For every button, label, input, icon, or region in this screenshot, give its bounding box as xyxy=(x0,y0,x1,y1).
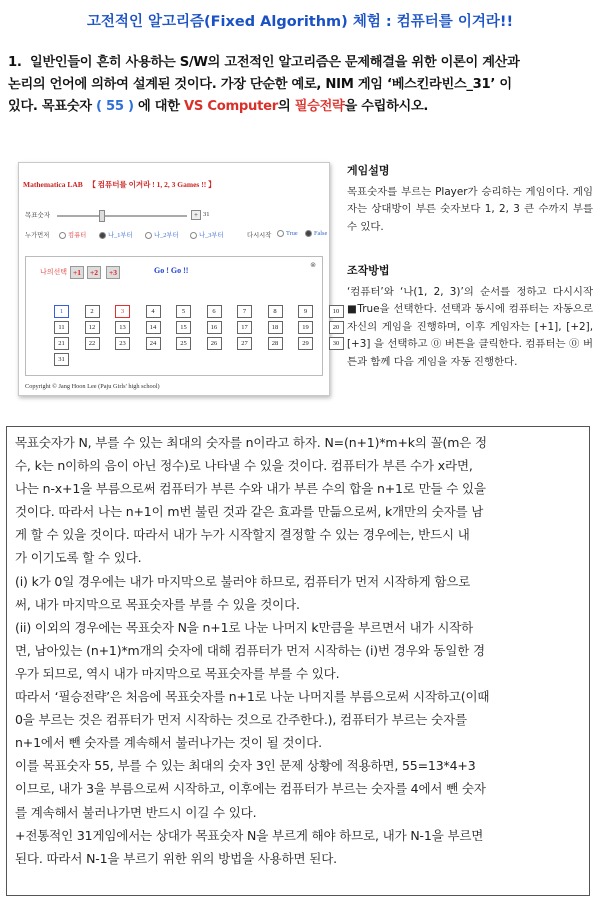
number-cell: 1 xyxy=(54,305,69,318)
slider-handle[interactable] xyxy=(99,210,105,222)
target-label: 목표숫자 xyxy=(25,212,51,219)
copyright: Copyright © Jang Hoon Lee (Paju Girls' high school) xyxy=(25,383,160,390)
target-slider[interactable] xyxy=(57,215,187,217)
explanation-line: +전통적인 31게임에서는 상대가 목표숫자 N을 부르게 해야 하므로, 내가 N-1을 부르면 xyxy=(15,827,484,843)
number-cell: 17 xyxy=(237,321,252,334)
radio-icon xyxy=(145,232,152,239)
number-cell: 18 xyxy=(268,321,283,334)
explanation-line: 가 이기도록 할 수 있다. xyxy=(15,550,142,566)
radio-icon xyxy=(305,230,312,237)
number-cell: 15 xyxy=(176,321,191,334)
number-cell: 19 xyxy=(298,321,313,334)
radio-icon xyxy=(190,232,197,239)
my-choice-label: 나의선택 xyxy=(40,268,68,276)
number-cell: 21 xyxy=(54,337,69,350)
question-text-3b: 에 대한 xyxy=(133,99,184,114)
radio-computer-label: 컴퓨터 xyxy=(68,232,87,239)
number-cell: 27 xyxy=(237,337,252,350)
explanation-line: 수, k는 n이하의 음이 아닌 정수)로 나타낼 수 있을 것이다. 컴퓨터가 부른 수가 x라면, xyxy=(15,458,473,474)
info-icon[interactable]: ⊗ xyxy=(310,261,316,269)
order-label: 누가먼저 xyxy=(25,232,50,239)
target-value: 31 xyxy=(203,211,210,218)
number-cell: 23 xyxy=(115,337,130,350)
explanation-line: 우가 되므로, 역시 내가 마지막으로 목표숫자를 부를 수 있다. xyxy=(15,665,340,681)
number-cell: 4 xyxy=(146,305,161,318)
radio-true-label: True xyxy=(286,230,298,237)
applet-subtitle: 【 컴퓨터를 이겨라 ! 1, 2, 3 Games !! 】 xyxy=(88,180,216,189)
explanation-line: n+1에서 뺀 숫자를 계속해서 불러나가는 것이 될 것이다. xyxy=(15,735,322,751)
target-slider-row xyxy=(25,210,325,220)
explanation-line: 나는 n-x+1을 부름으로써 컴퓨터가 부른 수와 내가 부른 수의 합을 n+1로 만들 수 있을 xyxy=(15,481,486,497)
explanation-line: 된다. 따라서 N-1을 부르기 위한 위의 방법을 사용하면 된다. xyxy=(15,850,337,866)
explanation-line: (ii) 이외의 경우에는 목표숫자 N을 n+1로 나눈 나머지 k만큼을 부르면서 내가 시작하 xyxy=(15,619,474,635)
game-applet xyxy=(18,162,340,396)
applet-header xyxy=(23,179,216,190)
game-board xyxy=(25,256,340,376)
radio-me3[interactable] xyxy=(190,230,224,239)
explanation-line: 따라서 ‘필승전략’은 처음에 목표숫자를 n+1로 나눈 나머지를 부름으로써 시작하고(이때 xyxy=(15,689,490,705)
number-cell: 29 xyxy=(298,337,313,350)
radio-computer[interactable] xyxy=(59,230,86,239)
explanation-line: 면, 남아있는 (n+1)*m개의 숫자에 대해 컴퓨터가 먼저 시작하는 (i)번 경우와 동일한 경 xyxy=(15,642,485,658)
radio-me1-label: 나_1부터 xyxy=(108,232,133,239)
radio-icon xyxy=(277,230,284,237)
radio-me3-label: 나_3부터 xyxy=(199,232,224,239)
target-number: ( 55 ) xyxy=(95,99,134,114)
go-button[interactable]: Go ! Go !! xyxy=(154,266,189,275)
question-line-1 xyxy=(8,52,592,74)
radio-icon xyxy=(99,232,106,239)
number-cell: 2 xyxy=(85,305,100,318)
radio-me2-label: 나_2부터 xyxy=(154,232,179,239)
number-cell: 31 xyxy=(54,353,69,366)
winning-strategy: 필승전략 xyxy=(294,99,345,114)
question-text-3c: 의 xyxy=(278,99,295,114)
page-title: 고전적인 알고리즘(Fixed Algorithm) 체험 : 컴퓨터를 이겨라!! xyxy=(86,14,514,30)
number-cell: 28 xyxy=(268,337,283,350)
how-title: 조작방법 xyxy=(347,264,390,277)
explanation-line: 이므로, 내가 3을 부름으로써 시작하고, 이후에는 컴퓨터가 부르는 숫자를 4에서 뺀 숫자 xyxy=(15,781,486,797)
question-text-3a: 있다. 목표숫자 xyxy=(8,99,96,114)
radio-me1[interactable] xyxy=(99,230,133,239)
number-cell: 7 xyxy=(237,305,252,318)
radio-true[interactable] xyxy=(277,230,298,237)
question-text-3d: 을 수립하시오. xyxy=(344,99,429,114)
radio-me2[interactable] xyxy=(145,230,179,239)
number-cell: 8 xyxy=(268,305,283,318)
number-cell: 20 xyxy=(329,321,344,334)
number-cell: 13 xyxy=(115,321,130,334)
explanation-line: 를 계속해서 불러나가면 반드시 이길 수 있다. xyxy=(15,804,257,820)
question-line-3 xyxy=(8,96,592,118)
applet-brand: Mathematica LAB xyxy=(23,180,83,189)
question xyxy=(8,52,592,118)
number-cell: 5 xyxy=(176,305,191,318)
number-cell: 9 xyxy=(298,305,313,318)
plus1-button[interactable]: +1 xyxy=(70,266,84,279)
vs-computer: VS Computer xyxy=(183,99,278,114)
restart-label: 다시시작 xyxy=(247,232,272,239)
number-cell: 10 xyxy=(329,305,344,318)
explanation-box xyxy=(6,426,590,896)
question-text-1: 일반인들이 흔히 사용하는 S/W의 고전적인 알고리즘은 문제해결을 위한 이론이 계산과 xyxy=(30,55,520,70)
radio-false-label: False xyxy=(314,230,328,237)
explanation-line: 것이다. 따라서 나는 n+1이 m번 불린 것과 같은 효과를 만듦으로써, k개만의 숫자를 남 xyxy=(15,504,484,520)
rules-title: 게임설명 xyxy=(347,164,390,177)
radio-false[interactable] xyxy=(305,230,327,237)
explanation-line: 0을 부르는 것은 컴퓨터가 먼저 시작하는 것으로 간주한다.), 컴퓨터가 부르는 숫자를 xyxy=(15,712,467,728)
radio-icon xyxy=(59,232,66,239)
rules-text: 목표숫자를 부르는 Player가 승리하는 게임이다. 게임자는 상대방이 부른 숫자보다 1, 2, 3 큰 수까지 부를 수 있다. xyxy=(347,185,593,233)
how-text: ‘컴퓨터’와 ‘나(1, 2, 3)’의 순서를 정하고 다시시작 ■True을 선택한다. 선택과 동시에 컴퓨터는 자동으로 자신의 게임을 진행하며, 이후 게임자는 [+1], [+2], [+3] 을 선택하고 ⓪ 버튼을 클릭한다. 컴퓨터는 ⓪ 버튼과 함께 다음 게임을 자동 진행한다. xyxy=(347,285,593,368)
number-cell: 16 xyxy=(207,321,222,334)
number-cell: 12 xyxy=(85,321,100,334)
explanation-line: 이를 목표숫자 55, 부를 수 있는 최대의 숫자 3인 문제 상황에 적용하면, 55=13*4+3 xyxy=(15,758,476,774)
number-cell: 3 xyxy=(115,305,130,318)
number-cell: 25 xyxy=(176,337,191,350)
number-cell: 22 xyxy=(85,337,100,350)
question-number: 1. xyxy=(8,55,22,70)
plus2-button[interactable]: +2 xyxy=(87,266,101,279)
expand-button[interactable]: + xyxy=(191,210,201,220)
number-cell: 14 xyxy=(146,321,161,334)
explanation-line: (i) k가 0일 경우에는 내가 마지막으로 불러야 하므로, 컴퓨터가 먼저 시작하게 함으로 xyxy=(15,573,471,589)
number-cell: 26 xyxy=(207,337,222,350)
number-cell: 6 xyxy=(207,305,222,318)
plus3-button[interactable]: +3 xyxy=(106,266,120,279)
explanation-line: 목표숫자가 N, 부를 수 있는 최대의 숫자를 n이라고 하자. N=(n+1)*m+k의 꼴(m은 정 xyxy=(15,435,487,450)
explanation-line: 써, 내가 마지막으로 목표숫자를 부를 수 있을 것이다. xyxy=(15,596,300,612)
rules-section xyxy=(347,162,593,236)
number-cell: 30 xyxy=(329,337,344,350)
number-cell: 11 xyxy=(54,321,69,334)
question-line-2: 논리의 언어에 의하여 설계된 것이다. 가장 단순한 예로, NIM 게임 ‘베스킨라빈스_31’ 이 xyxy=(8,77,512,92)
explanation-line: 게 할 수 있을 것이다. 따라서 내가 누가 시작할지 결정할 수 있는 경우에는, 반드시 내 xyxy=(15,527,470,543)
how-section xyxy=(347,262,593,371)
number-cell: 24 xyxy=(146,337,161,350)
